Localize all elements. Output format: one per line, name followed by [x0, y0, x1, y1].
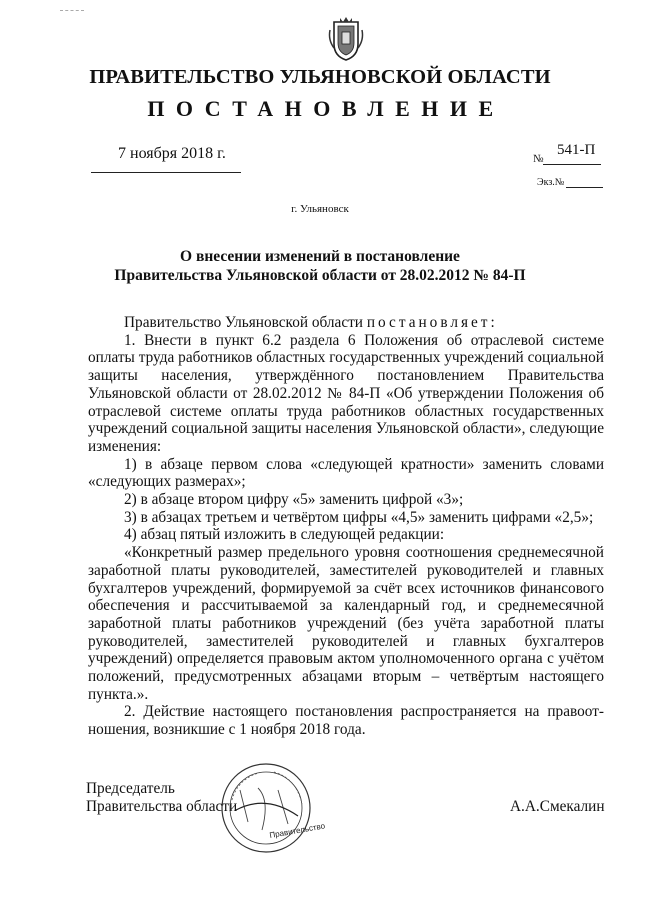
signatory-title [86, 780, 237, 816]
list-item-1: 1) в абзаце первом слова «следующей кратности» заменить словами «следующих размерах»; [88, 455, 604, 491]
city: г. Ульяновск [291, 203, 349, 215]
list-item-2: 2) в абзаце втором цифру «5» заменить цифрой «3»; [124, 491, 464, 509]
paragraph-1: 1. Внести в пункт 6.2 раздела 6 Положения об отраслевой системе оплаты труда работников областных государственных учреждений социальной защиты населения, утверждённого постановлением Правительства Ульяновской области от 28.02.2012 № 84-П «Об утверждении Положения об отраслевой системе оплаты труда работников областных государственных учреждений социальной защиты населения Ульяновской области», следующие изменения: [88, 331, 604, 455]
paragraph-2: 2. Действие настоящего постановления распространяется на правоот-ношения, возникшие с 1 ноября 2018 года. [88, 703, 604, 739]
signatory-name: А.А.Смекалин [510, 798, 605, 815]
scan-mark [60, 10, 84, 11]
document-number: 541-П [557, 142, 596, 158]
intro-decree-word: постановляет: [366, 314, 498, 331]
document-subject [0, 247, 640, 285]
copy-number-underline [566, 187, 603, 188]
government-name: ПРАВИТЕЛЬСТВО УЛЬЯНОВСКОЙ ОБЛАСТИ [89, 66, 551, 88]
intro-prefix: Правительство Ульяновской области [124, 314, 367, 331]
subject-line-1: О внесении изменений в постановление [180, 248, 460, 265]
number-underline [543, 164, 601, 165]
quoted-paragraph: «Конкретный размер предельного уровня соотношения среднемесячной заработной платы руководителей, заместителей руководителей и главных бухгалтеров учреждений, формируемой за счёт всех источников финансового обеспечения и рассчитываемой за календарный год, и среднемесячной заработной платы работников учреждений (без учёта заработной платы руководителей, заместителей руководителей и главных бухгалтеров учреждений) определяется правовым актом уполномоченного органа с учётом положений, предусмотренных абзацами вторым – четвёртым настоящего пункта.». [88, 544, 604, 703]
signatory-title-line-1: Председатель [86, 780, 175, 797]
official-seal-icon [218, 760, 326, 856]
seal-label: Правительство [268, 821, 326, 840]
intro-paragraph [88, 314, 604, 332]
document-type: ПОСТАНОВЛЕНИЕ [147, 96, 505, 121]
subject-line-2: Правительства Ульяновской области от 28.02.2012 № 84-П [114, 267, 526, 284]
list-item-3: 3) в абзацах третьем и четвёртом цифры «4,5» заменить цифрами «2,5»; [124, 508, 594, 526]
list-item-4: 4) абзац пятый изложить в следующей редакции: [124, 526, 445, 544]
document-body [88, 314, 604, 739]
document-date: 7 ноября 2018 г. [118, 145, 226, 162]
number-label: № [533, 153, 544, 165]
coat-of-arms-icon [326, 14, 366, 62]
date-underline [91, 172, 241, 173]
copy-number-label: Экз.№ [537, 177, 565, 188]
signatory-title-line-2: Правительства области [86, 798, 238, 815]
